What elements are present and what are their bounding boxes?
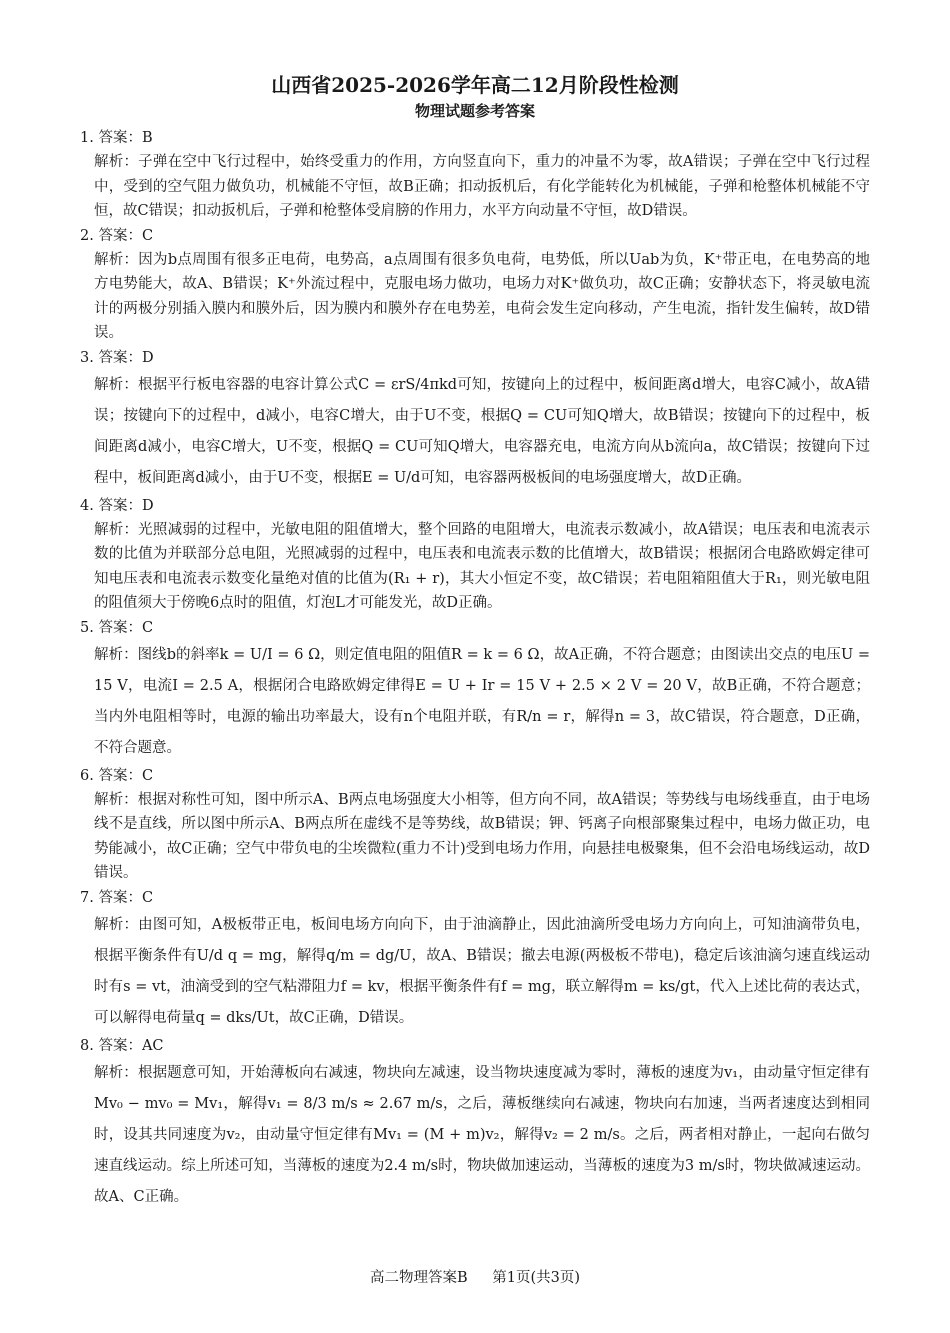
question-4 xyxy=(80,494,870,616)
question-7 xyxy=(80,886,870,1034)
answer-line: 4. 答案：D xyxy=(80,497,154,514)
analysis-text: 解析：由图可知，A极板带正电，板间电场方向向下，由于油滴静止，因此油滴所受电场力方向向上，可知油滴带负电，根据平衡条件有U/d q = mg，解得q/m = dg/U，故A、B错误；撤去电源(两极板不带电)，稳定后该油滴匀速直线运动时有s = vt，油滴受到的空气粘滞阻力f = kv，根据平衡条件有f = mg，联立解得m = ks/gt，代入上述比荷的表达式，可以解得电荷量q = dks/Ut，故C正确，D错误。 xyxy=(94,916,870,1026)
answer-line: 5. 答案：C xyxy=(80,619,154,636)
answer-line: 1. 答案：B xyxy=(80,130,153,146)
question-1 xyxy=(80,126,870,224)
analysis-text: 解析：因为b点周围有很多正电荷，电势高，a点周围有很多负电荷，电势低，所以Uab为负，K⁺带正电，在电势高的地方电势能大，故A、B错误；K⁺外流过程中，克服电场力做功，电场力对K⁺做负功，故C正确；安静状态下，将灵敏电流计的两极分别插入膜内和膜外后，因为膜内和膜外存在电势差，电荷会发生定向移动，产生电流，指针发生偏转，故D错误。 xyxy=(94,251,870,341)
page-subtitle: 物理试题参考答案 xyxy=(414,102,535,120)
answer-line: 3. 答案：D xyxy=(80,349,154,366)
analysis-text: 解析：根据题意可知，开始薄板向右减速，物块向左减速，设当物块速度减为零时，薄板的速度为v₁，由动量守恒定律有Mv₀ − mv₀ = Mv₁，解得v₁ = 8/3 m/s ≈ 2.67 m/s，之后，薄板继续向右减速，物块向右加速，当两者速度达到相同时，设其共同速度为v₂，由动量守恒定律有Mv₁ = (M + m)v₂，解得v₂ = 2 m/s。之后，两者相对静止，一起向右做匀速直线运动。综上所述可知，当薄板的速度为2.4 m/s时，物块做加速运动，当薄板的速度为3 m/s时，物块做减速运动。故A、C正确。 xyxy=(94,1064,870,1205)
question-2 xyxy=(80,224,870,346)
analysis-text: 解析：光照减弱的过程中，光敏电阻的阻值增大，整个回路的电阻增大，电流表示数减小，故A错误；电压表和电流表示数的比值为并联部分总电阻，光照减弱的过程中，电压表和电流表示数的比值增大，故B错误；根据闭合电路欧姆定律可知电压表和电流表示数变化量绝对值的比值为(R₁ + r)，其大小恒定不变，故C错误；若电阻箱阻值大于R₁，则光敏电阻的阻值须大于傍晚6点时的阻值，灯泡L才可能发光，故D正确。 xyxy=(94,521,870,611)
footer-label: 高二物理答案B xyxy=(369,1270,468,1286)
footer-page-number: 第1页(共3页) xyxy=(492,1270,581,1286)
answer-line: 8. 答案：AC xyxy=(80,1037,164,1054)
answer-line: 2. 答案：C xyxy=(80,227,154,244)
page-footer xyxy=(0,1266,950,1287)
question-8 xyxy=(80,1034,870,1213)
answer-line: 6. 答案：C xyxy=(80,767,154,784)
analysis-text: 解析：根据平行板电容器的电容计算公式C = εrS/4πkd可知，按键向上的过程中，板间距离d增大，电容C减小，故A错误；按键向下的过程中，d减小，电容C增大，由于U不变，根据Q = CU可知Q增大，故B错误；按键向下的过程中，板间距离d减小，电容C增大，U不变，根据Q = CU可知Q增大，电容器充电，电流方向从b流向a，故C错误；按键向下过程中，板间距离d减小，由于U不变，根据E = U/d可知，电容器两极板间的电场强度增大，故D正确。 xyxy=(94,376,870,486)
page-title: 山西省2025-2026学年高二12月阶段性检测 xyxy=(271,73,679,97)
question-6 xyxy=(80,764,870,886)
analysis-text: 解析：根据对称性可知，图中所示A、B两点电场强度大小相等，但方向不同，故A错误；等势线与电场线垂直，由于电场线不是直线，所以图中所示A、B两点所在虚线不是等势线，故B错误；钾、钙离子向根部聚集过程中，电场力做正功，电势能减小，故C正确；空气中带负电的尘埃微粒(重力不计)受到电场力作用，向悬挂电极聚集，但不会沿电场线运动，故D错误。 xyxy=(94,791,870,881)
analysis-text: 解析：子弹在空中飞行过程中，始终受重力的作用，方向竖直向下，重力的冲量不为零，故A错误；子弹在空中飞行过程中，受到的空气阻力做负功，机械能不守恒，故B正确；扣动扳机后，有化学能转化为机械能，子弹和枪整体机械能不守恒，故C错误；扣动扳机后，子弹和枪整体受肩膀的作用力，水平方向动量不守恒，故D错误。 xyxy=(94,154,870,219)
answer-line: 7. 答案：C xyxy=(80,889,154,906)
analysis-text: 解析：图线b的斜率k = U/I = 6 Ω，则定值电阻的阻值R = k = 6 Ω，故A正确，不符合题意；由图读出交点的电压U = 15 V，电流I = 2.5 A，根据闭合电路欧姆定律得E = U + Ir = 15 V + 2.5 × 2 V = 20 V，故B正确，不符合题意；当内外电阻相等时，电源的输出功率最大，设有n个电阻并联，有R/n = r，解得n = 3，故C错误，符合题意，D正确，不符合题意。 xyxy=(94,646,870,756)
question-3 xyxy=(80,346,870,494)
question-5 xyxy=(80,616,870,764)
